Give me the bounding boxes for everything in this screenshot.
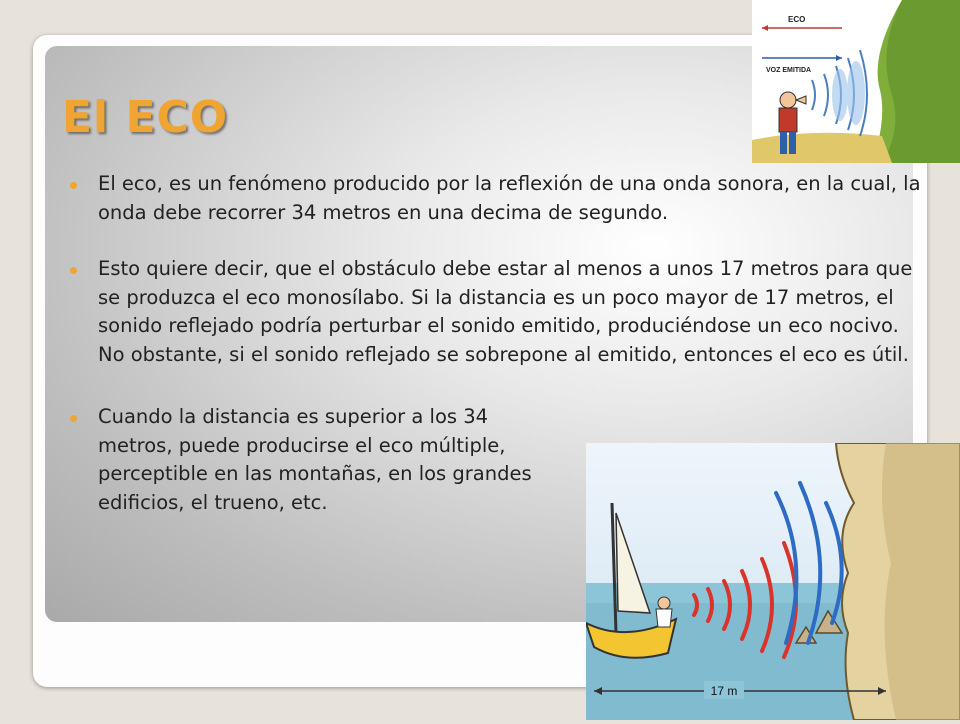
- bullet-dot-icon: [70, 182, 77, 189]
- echo-label: ECO: [788, 15, 806, 24]
- bullet-text: Esto quiere decir, que el obstáculo debe estar al menos a unos 17 metros para que se produzca el eco monosílabo. Si la distancia es un poco mayor de 17 metros, el sonido reflejado podría perturbar el sonido emitido, produciéndose un eco nocivo. No obstante, si el sonido reflejado se sobrepone al emitido, entonces el eco es útil.: [98, 257, 913, 366]
- bullet-item: [70, 170, 930, 227]
- bullet-item: [70, 255, 930, 369]
- bullet-text: El eco, es un fenómeno producido por la reflexión de una onda sonora, en la cual, la onda debe recorrer 34 metros en una decima de segundo.: [98, 172, 921, 224]
- slide-title: El ECO: [62, 92, 229, 143]
- bullet-text: Cuando la distancia es superior a los 34 metros, puede producirse el eco múltiple, perceptible en las montañas, en los grandes edificios, el trueno, etc.: [98, 405, 532, 514]
- voice-label: VOZ EMITIDA: [766, 67, 812, 74]
- bullet-dot-icon: [70, 267, 77, 274]
- echo-illustration-boat: [586, 443, 960, 720]
- bullet-dot-icon: [70, 415, 77, 422]
- bullet-item: [70, 403, 568, 517]
- echo-illustration-top: [752, 0, 960, 163]
- distance-label: 17 m: [710, 684, 738, 698]
